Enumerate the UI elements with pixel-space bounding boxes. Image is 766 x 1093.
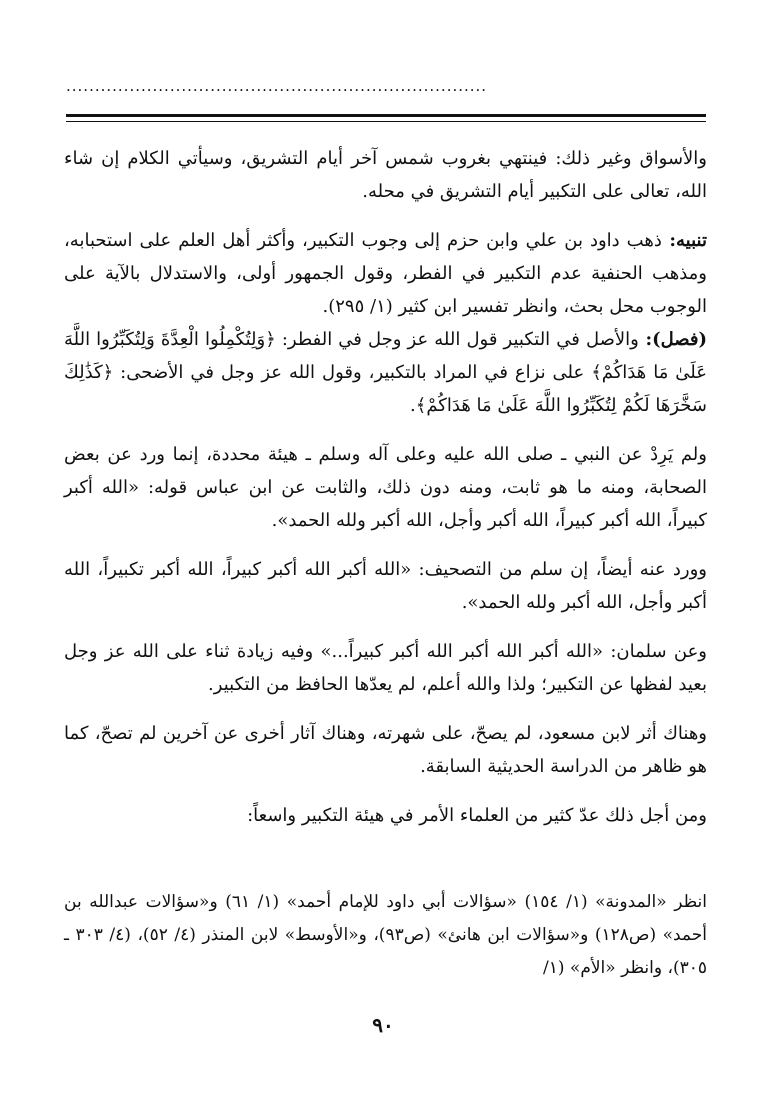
paragraph-notice [64,224,707,323]
footnote-block [64,886,707,985]
paragraph [64,717,707,783]
paragraph-text: ولم يَرِدْ عن النبي ـ صلى الله عليه وعلى آله وسلم ـ هيئة محددة، إنما ورد عن بعض الصحابة، ومنه ما هو ثابت، ومنه دون ذلك، والثابت عن ابن عباس قوله: «الله أكبر كبيراً، الله أكبر كبيراً، الله أكبر وأجل، الله أكبر ولله الحمد». [64,444,707,531]
paragraph-text: وورد عنه أيضاً، إن سلم من التصحيف: «الله أكبر الله أكبر كبيراً، الله أكبر تكبيراً، الله أكبر وأجل، الله أكبر ولله الحمد». [64,559,707,613]
paragraph [64,799,707,832]
header-rule-thin [66,121,706,122]
paragraph-lead: تنبيه: [661,230,707,251]
paragraph [64,635,707,701]
header-rule-thick [66,114,706,117]
header-dotted-line: ......................................................................... [66,80,488,92]
paragraph-text: ومن أجل ذلك عدّ كثير من العلماء الأمر في هيئة التكبير واسعاً: [247,805,707,826]
footnote-text: انظر «المدونة» (١/ ١٥٤) «سؤالات أبي داود للإمام أحمد» (١/ ٦١) و«سؤالات عبدالله بن أحمد» (ص١٢٨) و«سؤالات ابن هانئ» (ص٩٣)، و«الأوسط» لابن المنذر (٤/ ٥٢)، (٤/ ٣٠٣ ـ ٣٠٥)، وانظر «الأم» (١/ [64,892,707,978]
paragraph-text: والأسواق وغير ذلك: فينتهي بغروب شمس آخر أيام التشريق، وسيأتي الكلام إن شاء الله، تعالى على التكبير أيام التشريق في محله. [64,148,707,202]
paragraph-text: وهناك أثر لابن مسعود، لم يصحّ، على شهرته، وهناك آثار أخرى عن آخرين لم تصحّ، كما هو ظاهر من الدراسة الحديثية السابقة. [64,723,707,777]
paragraph [64,438,707,537]
page-number: ٩٠ [372,1013,394,1037]
paragraph-text: وعن سلمان: «الله أكبر الله أكبر الله أكبر كبيراً...» وفيه زيادة ثناء على الله عز وجل بعيد لفظها عن التكبير؛ ولذا والله أعلم، لم يعدّها الحافظ من التكبير. [64,641,707,695]
paragraph-text: والأصل في التكبير قول الله عز وجل في الفطر: ﴿وَلِتُكْمِلُوا الْعِدَّةَ وَلِتُكَبِّرُوا اللَّهَ عَلَىٰ مَا هَدَاكُمْ﴾ على نزاع في المراد بالتكبير، وقول الله عز وجل في الأضحى: ﴿كَذَٰلِكَ سَخَّرَهَا لَكُمْ لِتُكَبِّرُوا اللَّهَ عَلَىٰ مَا هَدَاكُمْ﴾. [64,329,707,416]
paragraph-lead: (فصل): [638,329,707,350]
paragraph [64,553,707,619]
paragraph-section [64,323,707,422]
main-text [64,142,707,832]
paragraph-text: ذهب داود بن علي وابن حزم إلى وجوب التكبير، وأكثر أهل العلم على استحبابه، ومذهب الحنفية عدم التكبير في الفطر، وقول الجمهور أولى، والاستدلال بالآية على الوجوب محل بحث، وانظر تفسير ابن كثير (١/ ٢٩٥). [64,230,707,317]
paragraph [64,142,707,208]
